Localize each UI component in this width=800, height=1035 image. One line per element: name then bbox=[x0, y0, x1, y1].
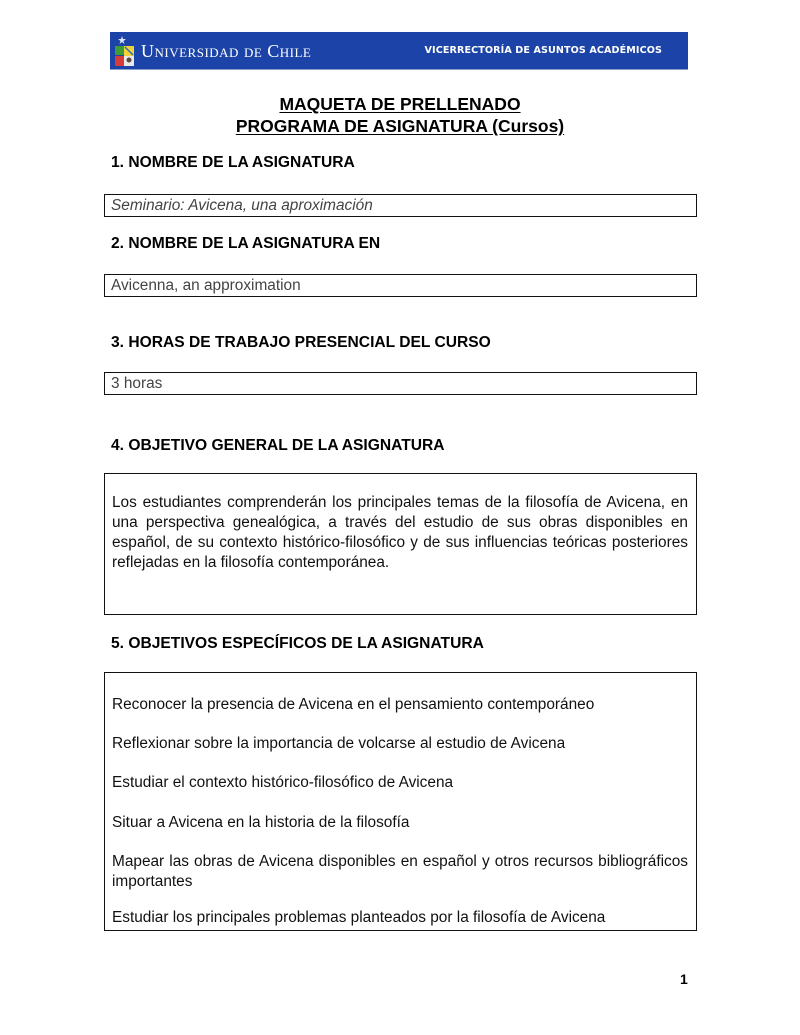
specific-objective-item: Estudiar el contexto histórico-filosófico de Avicena bbox=[112, 774, 454, 791]
specific-objective-item: Reconocer la presencia de Avicena en el pensamiento contemporáneo bbox=[112, 696, 595, 713]
specific-objective-item: Situar a Avicena en la historia de la filosofía bbox=[112, 814, 410, 831]
document-subtitle: PROGRAMA DE ASIGNATURA (Cursos) bbox=[235, 116, 565, 136]
page-number: 1 bbox=[680, 971, 688, 987]
course-name-field bbox=[104, 194, 697, 217]
general-objective-text: Los estudiantes comprenderán los principales temas de la filosofía de Avicena, en una perspectiva genealógica, a través del estudio de sus obras disponibles en español, de su contexto histórico-filosófico y de sus influencias teóricas posteriores reflejadas en la filosofía contemporánea. bbox=[112, 494, 688, 571]
section-4-heading: 4. OBJETIVO GENERAL DE LA ASIGNATURA bbox=[111, 437, 445, 454]
contact-hours-field bbox=[104, 372, 697, 395]
section-1-heading: 1. NOMBRE DE LA ASIGNATURA bbox=[111, 154, 355, 171]
course-name-english-field bbox=[104, 274, 697, 297]
specific-objective-item: Reflexionar sobre la importancia de volcarse al estudio de Avicena bbox=[112, 735, 566, 752]
course-name-english-value: Avicenna, an approximation bbox=[111, 277, 301, 294]
specific-objective-item: Mapear las obras de Avicena disponibles en español y otros recursos bibliográficos importantes bbox=[112, 853, 688, 890]
specific-objectives-field bbox=[104, 672, 697, 931]
specific-objective-item: Estudiar los principales problemas planteados por la filosofía de Avicena bbox=[112, 909, 606, 926]
header-banner bbox=[110, 32, 688, 70]
university-shield-logo-icon bbox=[114, 36, 136, 67]
university-name: Universidad de Chile bbox=[141, 41, 312, 61]
department-name: VICERRECTORÍA DE ASUNTOS ACADÉMICOS bbox=[424, 45, 662, 56]
section-2-heading: 2. NOMBRE DE LA ASIGNATURA EN bbox=[111, 235, 381, 252]
section-3-heading: 3. HORAS DE TRABAJO PRESENCIAL DEL CURSO bbox=[111, 334, 491, 351]
section-5-heading: 5. OBJETIVOS ESPECÍFICOS DE LA ASIGNATURA bbox=[111, 635, 484, 652]
course-name-value: Seminario: Avicena, una aproximación bbox=[111, 197, 373, 214]
general-objective-field bbox=[104, 473, 697, 615]
document-title: MAQUETA DE PRELLENADO bbox=[279, 94, 521, 114]
contact-hours-value: 3 horas bbox=[111, 375, 163, 392]
